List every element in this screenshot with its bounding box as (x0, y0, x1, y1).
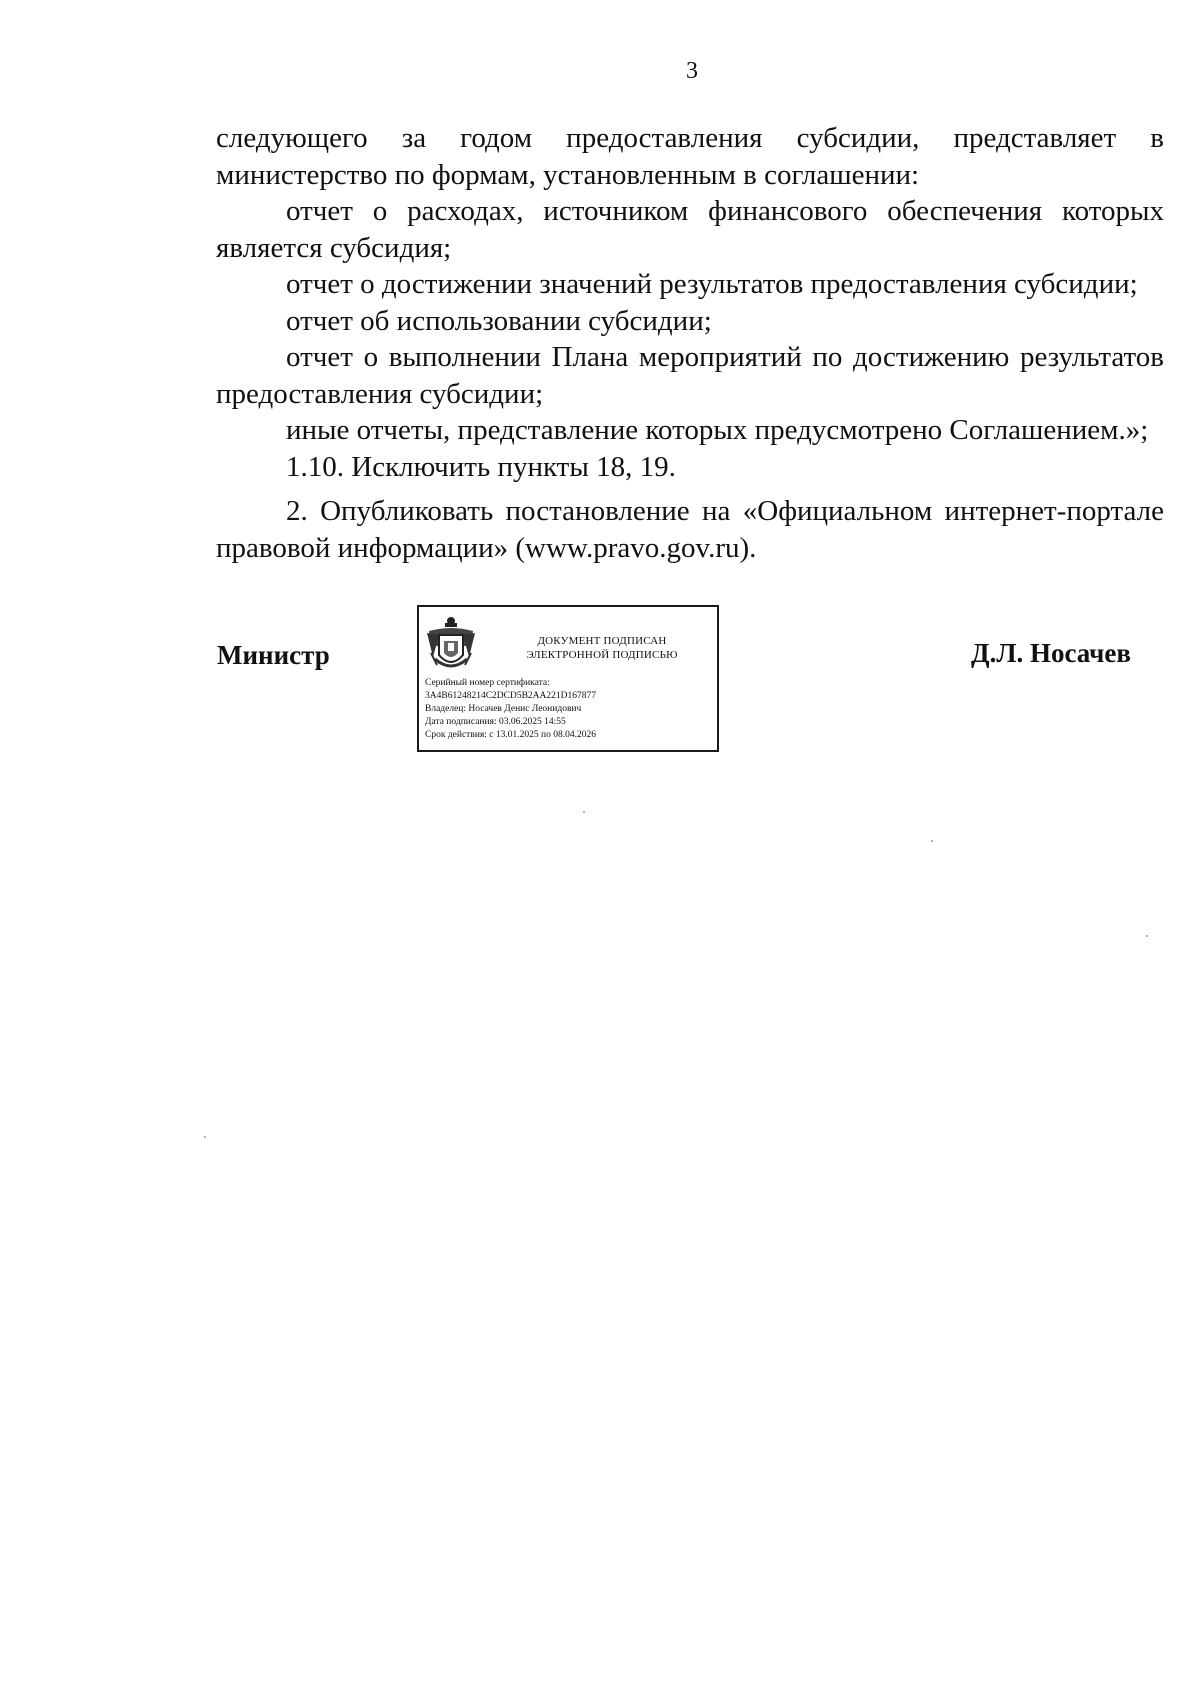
stamp-owner: Владелец: Носачев Денис Леонидович (425, 704, 582, 714)
signer-name: Д.Л. Носачев (971, 638, 1131, 668)
scan-speck (1146, 935, 1148, 937)
stamp-validity: Срок действия: с 13.01.2025 по 08.04.2026 (425, 730, 596, 740)
paragraph-usage-report: отчет об использовании субсидии; (286, 304, 712, 337)
scan-speck (931, 840, 933, 842)
scan-speck (583, 811, 585, 813)
paragraph-continuation: следующего за годом предоставления субсидии, представляет в министерство по формам, установленным в соглашении: (216, 122, 1164, 191)
stamp-serial-label: Серийный номер сертификата: (425, 678, 550, 688)
scan-speck (204, 1136, 206, 1138)
coat-of-arms-emblem-icon (425, 613, 477, 675)
paragraph-results-report: отчет о достижении значений результатов предоставления субсидии; (286, 268, 1138, 300)
paragraph-publish: 2. Опубликовать постановление на «Официальном интернет-портале правовой информации» (www.pravo.gov.ru). (216, 495, 1164, 564)
stamp-signed-date: Дата подписания: 03.06.2025 14:55 (425, 717, 566, 727)
stamp-header (489, 634, 715, 662)
stamp-header-line1: ДОКУМЕНТ ПОДПИСАН (537, 635, 667, 647)
page-number: 3 (686, 58, 698, 84)
paragraph-plan-report: отчет о выполнении Плана мероприятий по достижению результатов предоставления субсидии; (216, 341, 1164, 410)
stamp-details (425, 677, 715, 742)
stamp-serial-value: 3A4B61248214C2DCD5B2AA221D167877 (425, 691, 597, 701)
paragraph-exclude-items: 1.10. Исключить пункты 18, 19. (286, 450, 676, 483)
signer-title: Министр (217, 640, 330, 670)
electronic-signature-stamp (417, 605, 719, 752)
paragraph-expense-report: отчет о расходах, источником финансового обеспечения которых является субсидия; (216, 195, 1164, 264)
document-body (216, 120, 1164, 566)
paragraph-other-reports: иные отчеты, представление которых предусмотрено Соглашением.»; (286, 414, 1149, 446)
stamp-header-line2: ЭЛЕКТРОННОЙ ПОДПИСЬЮ (526, 649, 678, 661)
